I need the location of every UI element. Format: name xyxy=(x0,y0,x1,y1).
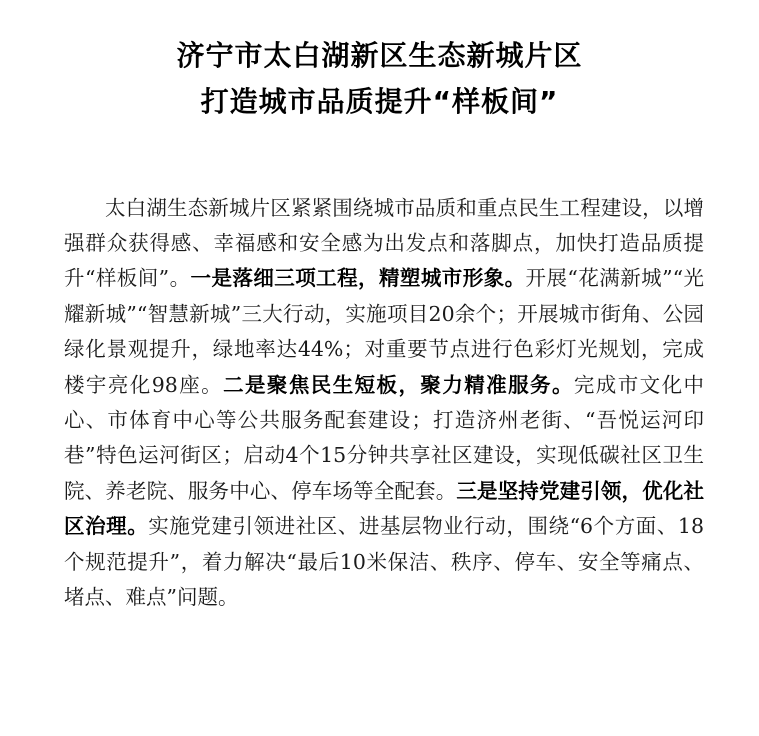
body-text-point-1: 开展“花满新城”“光耀新城”“智慧新城”三大行动，实施项目20余个；开展城市街角、公园绿化景观提升，绿地率达44%；对重要节点进行色彩灯光规划，完成楼宇亮化98座。 xyxy=(64,266,704,397)
body-text-intro: 太白湖生态新城片区紧紧围绕城市品质和重点民生工程建设，以增强群众获得感、幸福感和安全感为出发点和落脚点，加快打造品质提升“样板间”。 xyxy=(64,195,704,291)
heading-point-1: 一是落细三项工程，精塑城市形象。 xyxy=(190,266,526,291)
heading-point-2: 二是聚焦民生短板，聚力精准服务。 xyxy=(223,372,574,397)
title-line-1: 济宁市太白湖新区生态新城片区 xyxy=(176,39,583,72)
body-paragraph xyxy=(64,191,704,616)
body-text-point-2: 完成市文化中心、市体育中心等公共服务配套建设；打造济州老街、“吾悦运河印巷”特色运河街区；启动4个15分钟共享社区建设，实现低碳社区卫生院、养老院、服务中心、停车场等全配套。 xyxy=(64,372,705,503)
body-text-point-3: 实施党建引领进社区、进基层物业行动，围绕“6个方面、18个规范提升”，着力解决“最后10米保洁、秩序、停车、安全等痛点、堵点、难点”问题。 xyxy=(64,514,705,609)
heading-point-3: 三是坚持党建引领，优化社区治理。 xyxy=(64,478,705,539)
title-line-2: 打造城市品质提升“样板间” xyxy=(200,85,559,118)
